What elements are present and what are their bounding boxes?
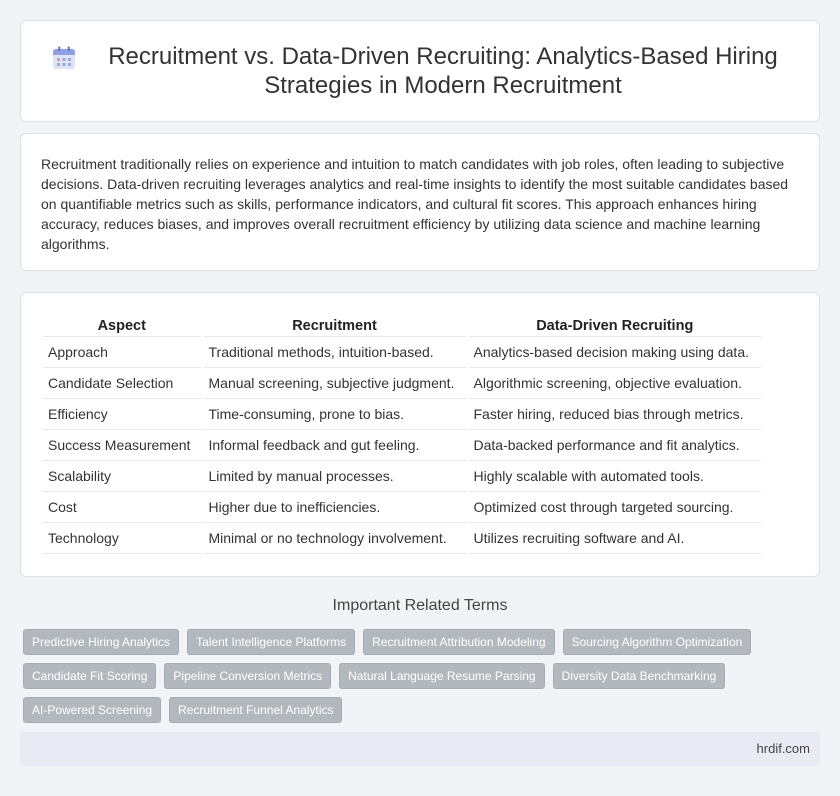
table-cell: Faster hiring, reduced bias through metrics. (467, 399, 761, 430)
term-tag[interactable]: Recruitment Attribution Modeling (363, 629, 554, 655)
table-cell: Technology (43, 523, 202, 554)
term-tag[interactable]: Predictive Hiring Analytics (23, 629, 179, 655)
comparison-table (43, 315, 761, 554)
table-cell: Limited by manual processes. (202, 461, 467, 492)
table-row (43, 337, 761, 368)
term-tag[interactable]: Talent Intelligence Platforms (187, 629, 355, 655)
table-cell: Time-consuming, prone to bias. (202, 399, 467, 430)
related-terms-title: Important Related Terms (332, 597, 508, 614)
table-cell: Candidate Selection (43, 368, 202, 399)
table-row (43, 399, 761, 430)
table-cell: Approach (43, 337, 202, 368)
table-cell: Minimal or no technology involvement. (202, 523, 467, 554)
table-cell: Success Measurement (43, 430, 202, 461)
footer-site-link[interactable]: hrdif.com (756, 741, 810, 756)
table-cell: Algorithmic screening, objective evaluation. (467, 368, 761, 399)
column-header-recruitment: Recruitment (202, 315, 467, 337)
table-cell: Highly scalable with automated tools. (467, 461, 761, 492)
related-terms-list (23, 629, 803, 731)
table-cell: Informal feedback and gut feeling. (202, 430, 467, 461)
table-row (43, 523, 761, 554)
table-cell: Cost (43, 492, 202, 523)
table-cell: Analytics-based decision making using data. (467, 337, 761, 368)
table-cell: Efficiency (43, 399, 202, 430)
table-cell: Data-backed performance and fit analytics. (467, 430, 761, 461)
comparison-card (20, 292, 820, 577)
table-cell: Utilizes recruiting software and AI. (467, 523, 761, 554)
table-cell: Scalability (43, 461, 202, 492)
column-header-aspect: Aspect (43, 315, 202, 337)
table-cell: Optimized cost through targeted sourcing. (467, 492, 761, 523)
table-header-row (43, 315, 761, 337)
term-tag[interactable]: Candidate Fit Scoring (23, 663, 156, 689)
page-title: Recruitment vs. Data-Driven Recruiting: Analytics-Based Hiring Strategies in Modern Recruitment (108, 43, 778, 99)
intro-card (20, 133, 820, 271)
term-tag[interactable]: Diversity Data Benchmarking (553, 663, 726, 689)
term-tag[interactable]: Recruitment Funnel Analytics (169, 697, 342, 723)
table-cell: Manual screening, subjective judgment. (202, 368, 467, 399)
table-row (43, 461, 761, 492)
column-header-data-driven: Data-Driven Recruiting (467, 315, 761, 337)
term-tag[interactable]: Natural Language Resume Parsing (339, 663, 544, 689)
intro-paragraph: Recruitment traditionally relies on experience and intuition to match candidates with job roles, often leading to subjective decisions. Data-driven recruiting leverages analytics and real-time insights to identify the most suitable candidates based on quantifiable metrics such as skills, performance indicators, and cultural fit scores. This approach enhances hiring accuracy, reduces biases, and improves overall recruitment efficiency by utilizing data science and machine learning algorithms. (41, 156, 789, 252)
table-cell: Higher due to inefficiencies. (202, 492, 467, 523)
table-row (43, 430, 761, 461)
header-card (20, 20, 820, 122)
term-tag[interactable]: Sourcing Algorithm Optimization (563, 629, 752, 655)
term-tag[interactable]: AI-Powered Screening (23, 697, 161, 723)
footer (20, 732, 820, 766)
table-row (43, 368, 761, 399)
term-tag[interactable]: Pipeline Conversion Metrics (164, 663, 331, 689)
table-row (43, 492, 761, 523)
calendar-icon (51, 45, 77, 71)
table-cell: Traditional methods, intuition-based. (202, 337, 467, 368)
